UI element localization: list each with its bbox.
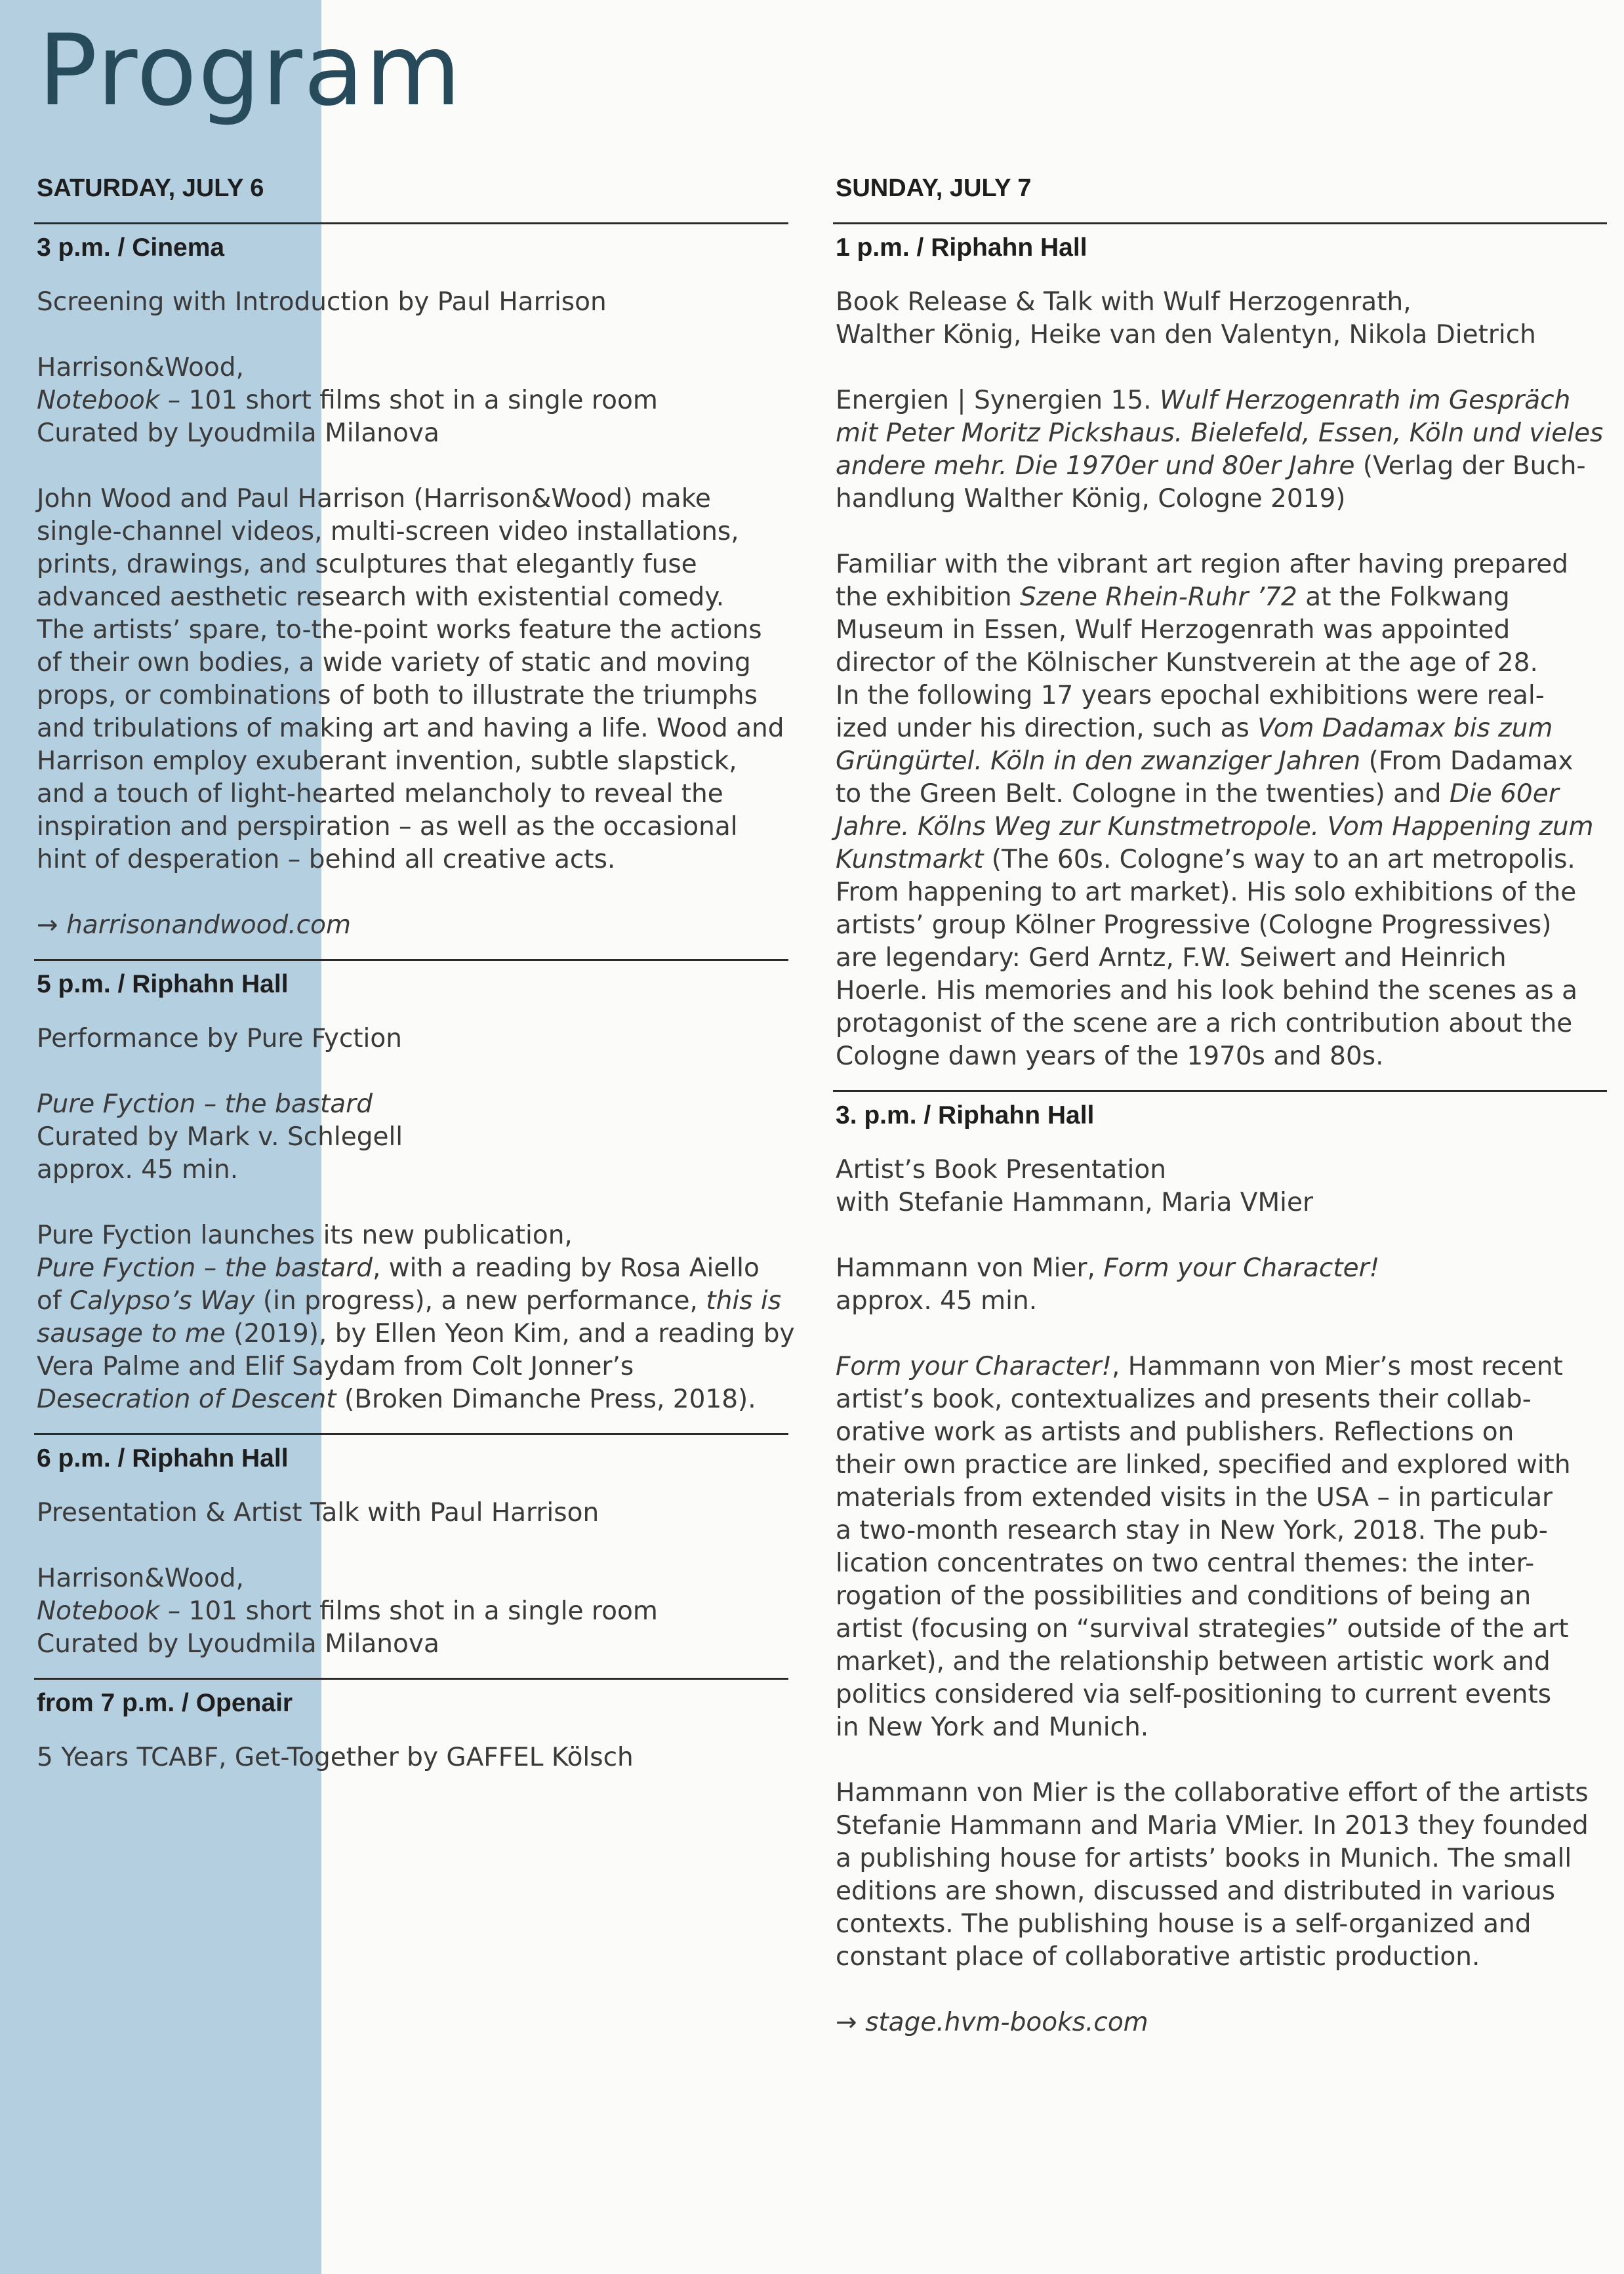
text-span: of — [37, 1286, 70, 1316]
text-line: advanced aesthetic research with existential comedy. — [37, 582, 725, 612]
text-span: Energien | Synergien 15. — [836, 386, 1160, 415]
page-title: Program — [38, 14, 462, 128]
text-line: single-channel videos, multi-screen video installations, — [37, 517, 739, 546]
text-line: editions are shown, discussed and distributed in various — [836, 1877, 1556, 1906]
text-line: In the following 17 years epochal exhibitions were real- — [836, 681, 1545, 710]
text-line: are legendary: Gerd Arntz, F.W. Seiwert and Heinrich — [836, 943, 1507, 973]
book-citation — [836, 384, 1607, 516]
work-title: Calypso’s Way — [70, 1286, 255, 1316]
text-line — [836, 745, 1607, 778]
event-time-heading: 3 p.m. / Cinema — [37, 233, 225, 262]
work-title: Notebook — [37, 1596, 160, 1626]
work-title: Vom Dadamax bis zum — [1257, 714, 1553, 743]
work-title: Jahre. Kölns Weg zur Kunstmetropole. Vom Happening zum — [836, 812, 1594, 842]
event-credits — [836, 1252, 1607, 1318]
work-title: Kunstmarkt — [836, 845, 984, 874]
link-text[interactable]: → harrisonandwood.com — [37, 910, 351, 940]
text-span: (2019), by Ellen Yeon Kim, and a reading by — [225, 1319, 795, 1349]
text-line: Curated by Mark v. Schlegell — [37, 1122, 403, 1152]
text-line: and a touch of light-hearted melancholy to reveal the — [37, 779, 723, 809]
work-title: Szene Rhein-Ruhr ’72 — [1020, 582, 1297, 612]
text-line: politics considered via self-positioning to current events — [836, 1680, 1552, 1709]
text-line: lication concentrates on two central themes: the inter- — [836, 1549, 1535, 1578]
work-title: Form your Character! — [836, 1352, 1112, 1381]
event-time-heading: 5 p.m. / Riphahn Hall — [37, 970, 289, 998]
event-3pm-riphahn-hall — [833, 1090, 1607, 2056]
text-line — [37, 1285, 788, 1318]
text-line: Familiar with the vibrant art region after having prepared — [836, 550, 1569, 579]
text-line: John Wood and Paul Harrison (Harrison&Wood) make — [37, 484, 711, 514]
text-line: Cologne dawn years of the 1970s and 80s. — [836, 1042, 1384, 1071]
text-line: From happening to art market). His solo exhibitions of the — [836, 878, 1577, 907]
text-line: Museum in Essen, Wulf Herzogenrath was appointed — [836, 615, 1511, 645]
event-5pm-riphahn-hall — [34, 959, 795, 1433]
text-line: handlung Walther König, Cologne 2019) — [836, 484, 1346, 514]
text-span: at the Folkwang — [1297, 582, 1510, 612]
event-time-heading: 6 p.m. / Riphahn Hall — [37, 1444, 289, 1472]
text-line: materials from extended visits in the USA – in particular — [836, 1483, 1553, 1513]
text-line: The artists’ spare, to-the-point works feature the actions — [37, 615, 762, 645]
work-title: andere mehr. Die 1970er und 80er Jahre — [836, 451, 1355, 481]
text-line — [836, 712, 1607, 745]
work-title: Notebook — [37, 386, 160, 415]
text-line: Harrison employ exuberant invention, subtle slapstick, — [37, 746, 737, 776]
text-line: rogation of the possibilities and conditions of being an — [836, 1581, 1532, 1611]
event-description — [37, 483, 788, 876]
event-description — [836, 1350, 1607, 1744]
text-line — [37, 1595, 788, 1628]
text-line: artists’ group Kölner Progressive (Cologne Progressives) — [836, 910, 1552, 940]
text-line — [836, 843, 1607, 876]
text-line — [836, 1252, 1607, 1285]
text-span: , with a reading by Rosa Aiello — [372, 1253, 760, 1283]
sunday-column — [833, 169, 1607, 2056]
text-line — [836, 450, 1607, 483]
event-description — [836, 548, 1607, 1073]
text-line: their own practice are linked, specified and explored with — [836, 1450, 1571, 1480]
text-line: 5 Years TCABF, Get-Together by GAFFEL Kölsch — [37, 1743, 634, 1772]
work-title: Form your Character! — [1103, 1253, 1380, 1283]
text-line: of their own bodies, a wide variety of static and moving — [37, 648, 751, 678]
event-intro — [37, 1023, 788, 1055]
saturday-column — [34, 169, 795, 1791]
text-line: prints, drawings, and sculptures that elegantly fuse — [37, 550, 697, 579]
text-span: Hammann von Mier, — [836, 1253, 1104, 1283]
text-line: protagonist of the scene are a rich contribution about the — [836, 1009, 1573, 1038]
text-line: approx. 45 min. — [37, 1155, 239, 1185]
work-title: sausage to me — [37, 1319, 226, 1349]
link-text[interactable]: → stage.hvm-books.com — [836, 2008, 1148, 2037]
event-intro — [836, 1154, 1607, 1219]
text-span: the exhibition — [836, 582, 1021, 612]
text-line — [836, 581, 1607, 614]
text-line — [836, 384, 1607, 417]
event-intro — [37, 286, 788, 319]
event-6pm-riphahn-hall — [34, 1433, 788, 1678]
text-line: Stefanie Hammann and Maria VMier. In 2013 they founded — [836, 1811, 1589, 1840]
text-line: a two-month research stay in New York, 2018. The pub- — [836, 1516, 1548, 1545]
work-title: Die 60er — [1449, 779, 1559, 809]
day-heading-sunday: SUNDAY, JULY 7 — [836, 174, 1032, 202]
external-link[interactable] — [37, 909, 788, 942]
text-line: a publishing house for artists’ books in Munich. The small — [836, 1844, 1572, 1873]
text-line: artist’s book, contextualizes and presents their collab- — [836, 1385, 1532, 1414]
text-line — [37, 384, 788, 417]
text-line: contexts. The publishing house is a self-organized and — [836, 1909, 1532, 1939]
text-span: (Verlag der Buch- — [1354, 451, 1586, 481]
work-title: Grüngürtel. Köln in den zwanziger Jahren — [836, 746, 1361, 776]
text-line: Presentation & Artist Talk with Paul Harrison — [37, 1498, 599, 1528]
text-span: (The 60s. Cologne’s way to an art metropolis. — [983, 845, 1575, 874]
event-time-heading: 1 p.m. / Riphahn Hall — [836, 233, 1087, 262]
text-line: Screening with Introduction by Paul Harrison — [37, 287, 607, 317]
text-line: director of the Kölnischer Kunstverein at the age of 28. — [836, 648, 1538, 678]
work-title: Pure Fyction – the bastard — [37, 1253, 373, 1283]
event-intro — [37, 1741, 788, 1774]
text-line: approx. 45 min. — [836, 1286, 1038, 1316]
text-line — [836, 778, 1607, 811]
external-link[interactable] — [836, 2006, 1607, 2039]
work-title: mit Peter Moritz Pickshaus. Bielefeld, Essen, Köln und vieles — [836, 418, 1604, 448]
text-line: with Stefanie Hammann, Maria VMier — [836, 1188, 1313, 1217]
text-line: Curated by Lyoudmila Milanova — [37, 418, 439, 448]
work-title: Pure Fyction – the bastard — [37, 1089, 373, 1119]
event-credits — [37, 1088, 788, 1187]
text-line: and tribulations of making art and having a life. Wood and — [37, 714, 784, 743]
text-line: Performance by Pure Fyction — [37, 1024, 402, 1053]
text-line: Hammann von Mier is the collaborative effort of the artists — [836, 1778, 1589, 1808]
text-line: Book Release & Talk with Wulf Herzogenrath, — [836, 287, 1411, 317]
text-line — [37, 1252, 788, 1285]
text-span: , Hammann von Mier’s most recent — [1111, 1352, 1563, 1381]
text-line — [37, 1383, 788, 1416]
event-intro — [37, 1497, 788, 1530]
event-time-heading: from 7 p.m. / Openair — [37, 1689, 293, 1717]
text-span: (Broken Dimanche Press, 2018). — [336, 1385, 756, 1414]
text-line: Harrison&Wood, — [37, 353, 244, 382]
event-credits — [37, 352, 788, 450]
event-7pm-openair — [34, 1678, 788, 1791]
text-line: inspiration and perspiration – as well as the occasional — [37, 812, 738, 842]
event-1pm-riphahn-hall — [833, 222, 1607, 1090]
text-span: to the Green Belt. Cologne in the twenties) and — [836, 779, 1450, 809]
text-span: (in progress), a new performance, — [254, 1286, 706, 1316]
text-line: market), and the relationship between artistic work and — [836, 1647, 1551, 1676]
day-heading-saturday: SATURDAY, JULY 6 — [37, 174, 264, 202]
artist-bio — [836, 1777, 1607, 1974]
event-intro — [836, 286, 1607, 352]
event-description — [37, 1219, 795, 1416]
text-line: Vera Palme and Elif Saydam from Colt Jonner’s — [37, 1352, 634, 1381]
text-line: props, or combinations of both to illustrate the triumphs — [37, 681, 758, 710]
event-3pm-cinema — [34, 222, 788, 959]
text-line: Artist’s Book Presentation — [836, 1155, 1166, 1185]
text-span: ized under his direction, such as — [836, 714, 1258, 743]
text-line — [37, 1318, 795, 1350]
event-time-heading: 3. p.m. / Riphahn Hall — [836, 1101, 1095, 1129]
work-title: Desecration of Descent — [37, 1385, 336, 1414]
text-line: Hoerle. His memories and his look behind the scenes as a — [836, 976, 1577, 1005]
text-line: constant place of collaborative artistic production. — [836, 1942, 1480, 1972]
work-title: Wulf Herzogenrath im Gespräch — [1159, 386, 1571, 415]
text-line — [836, 1350, 1607, 1383]
text-line: hint of desperation – behind all creative acts. — [37, 845, 616, 874]
text-line: Walther König, Heike van den Valentyn, Nikola Dietrich — [836, 320, 1536, 350]
text-line: Pure Fyction launches its new publication, — [37, 1221, 573, 1250]
event-credits — [37, 1562, 788, 1661]
text-span: – 101 short films shot in a single room — [159, 1596, 658, 1626]
text-line: orative work as artists and publishers. Reflections on — [836, 1417, 1514, 1447]
work-title: this is — [706, 1286, 782, 1316]
text-span: (From Dadamax — [1360, 746, 1573, 776]
text-line: in New York and Munich. — [836, 1713, 1149, 1742]
text-span: – 101 short films shot in a single room — [159, 386, 658, 415]
text-line: artist (focusing on “survival strategies” outside of the art — [836, 1614, 1569, 1644]
text-line: Curated by Lyoudmila Milanova — [37, 1629, 439, 1659]
text-line: Harrison&Wood, — [37, 1564, 244, 1593]
